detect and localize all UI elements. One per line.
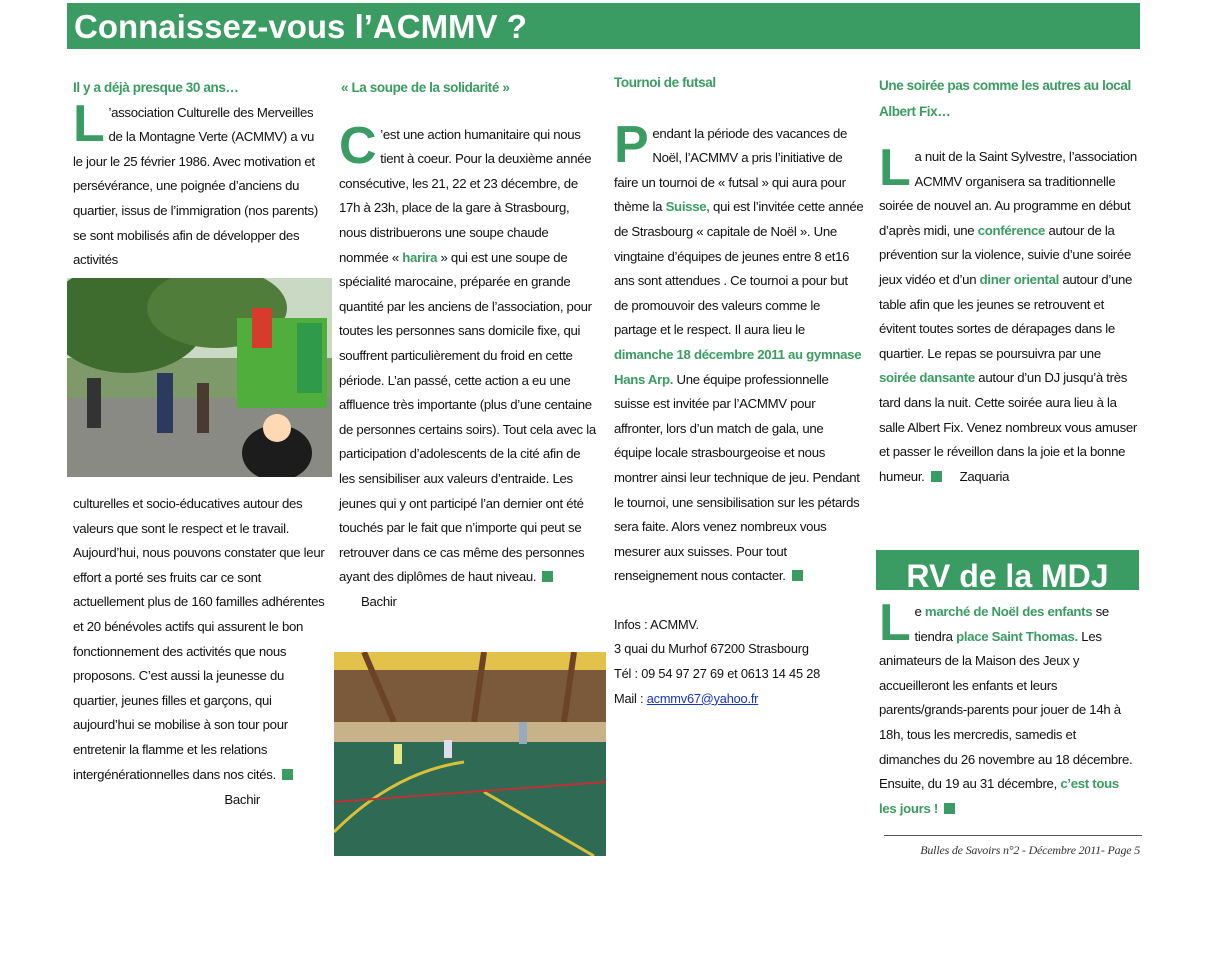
photo-festival [67, 278, 332, 477]
festival-photo-image [67, 278, 332, 477]
new-year-text: La nuit de la Saint Sylvestre, l’association ACMMV organisera sa traditionnelle soirée de nouvel an. Au programme en début d’après midi, une conférence autour de la prévention sur la violence, suivie d’une soirée jeux vidéo et d’un diner oriental autour d’une table afin que les jeunes se retrouvent et évitent toutes sortes de dérapages dans le quartier. Le repas se poursuivra par une soirée dansante autour d’un DJ jusqu’à très tard dans la nuit. Cette soirée aura lieu à la salle Albert Fix. Venez nombreux vous amuser et passer le réveillon dans la joie et la bonne humeur. Zaquaria [879, 139, 1138, 484]
end-square-icon [282, 769, 293, 780]
photo-gymnasium [334, 652, 606, 856]
column-rv [879, 594, 1137, 821]
column-history [73, 76, 326, 273]
info-tel: Tél : 09 54 97 27 69 et 0613 14 45 28 [614, 666, 821, 682]
column-history-continued [73, 492, 326, 813]
info-title: Infos : ACMMV. [614, 616, 699, 632]
page-title: Connaissez-vous l’ACMMV ? [74, 8, 527, 45]
footer-rule [884, 835, 1142, 836]
dropcap: L [879, 139, 911, 197]
info-address: 3 quai du Murhof 67200 Strasbourg [614, 641, 809, 657]
futsal-text: Pendant la période des vacances de Noël, l’ACMMV a pris l’initiative de faire un tournoi de « futsal » qui aura pour thème la Suisse, qui est l’invitée cette année de Strasbourg « capitale de Noël ». Une vingtaine d’équipes de jeunes entre 8 et16 ans sont attendues . Ce tournoi a pour but de promouvoir des valeurs comme le partage et le respect. Il aura lieu le dimanche 18 décembre 2011 au gymnase Hans Arp. Une équipe professionnelle suisse est invitée par l’ACMMV pour affronter, lors d’un match de gala, une équipe locale strasbourgeoise et nous montrer ainsi leur technique de jeu. Pendant le tournoi, une sensibilisation sur les pétards sera faite. Alors venez nombreux vous mesurer aux suisses. Pour tout renseignement nous contacter. [614, 115, 864, 584]
dropcap: P [614, 115, 649, 174]
gym-photo-image [334, 652, 606, 856]
soup-heading: « La soupe de la solidarité » [341, 80, 510, 95]
history-author: Bachir [224, 792, 260, 808]
end-square-icon [792, 570, 803, 581]
highlight-conference: conférence [977, 222, 1046, 238]
column-futsal [614, 71, 864, 711]
email-link[interactable]: acmmv67@yahoo.fr [646, 690, 759, 706]
info-mail-line: Mail : acmmv67@yahoo.fr [614, 690, 759, 706]
highlight-suisse: Suisse, [665, 199, 710, 215]
rv-title: RV de la MDJ [906, 558, 1109, 594]
dropcap: L [73, 94, 105, 153]
dropcap: L [879, 594, 911, 652]
highlight-soiree: soirée dansante [879, 370, 975, 386]
history-continued: culturelles et socio-éducatives autour des valeurs que sont le respect et le travail. Aujourd’hui, nous pouvons constater que leur effort a porté ses fruits car ce sont actuellement plus de 160 familles adhérentes et 20 bénévoles actifs qui assurent le bon fonctionnement des activités que nous proposons. C’est aussi la jeunesse du quartier, jeunes filles et garçons, qui aujourd’hui se mobilise à son tour pour entretenir la flamme et les relations intergénérationnelles dans nos cités. [73, 496, 325, 782]
soup-author: Bachir [361, 593, 397, 609]
rv-banner [873, 547, 1142, 593]
new-year-heading: Une soirée pas comme les autres au local Albert Fix… [879, 78, 1131, 119]
column-soup [339, 76, 597, 614]
highlight-tous-les-jours: c’est tous les jours ! [879, 776, 1119, 816]
new-year-author: Zaquaria [959, 468, 1010, 484]
rv-text: Le marché de Noël des enfants se tiendra place Saint Thomas. Les animateurs de la Maison des Jeux y accueilleront les enfants et leurs parents/grands-parents pour jouer de 14h à 18h, tous les mercredis, samedis et dimanches du 26 novembre au 18 décembre. Ensuite, du 19 au 31 décembre, c’est tous les jours ! [879, 594, 1133, 816]
end-square-icon [542, 571, 553, 582]
end-square-icon [931, 471, 942, 482]
soup-text: C ’est une action humanitaire qui nous tient à coeur. Pour la deuxième année consécutive, les 21, 22 et 23 décembre, de 17h à 23h, place de la gare à Strasbourg, nous distribuerons une soupe chaude nommée « harira » qui est une soupe de spécialité marocaine, préparée en grande quantité par les anciens de l’association, pour toutes les personnes sans domicile fixe, qui souffrent particulièrement du froid en cette période. L’an passé, cette action a eu une affluence très importante (plus d’une centaine de personnes certains soirs). Tout cela avec la participation d’adolescents de la cité afin de les sensibiliser aux valeurs d’entraide. Les jeunes qui y ont participé l’an dernier ont été touchés par le fait que n’importe qui peut se retrouver dans ce cas même des personnes ayant des diplômes de haut niveau.Bachir [339, 116, 596, 609]
highlight-marche: marché de Noël des enfants [924, 604, 1093, 619]
highlight-place: place Saint Thomas. [956, 628, 1078, 644]
contact-info [614, 613, 864, 711]
column-new-year [879, 73, 1137, 489]
page-title-banner [67, 3, 1140, 49]
history-intro: L ’association Culturelle des Merveilles de la Montagne Verte (ACMMV) a vu le jour le 25 février 1986. Avec motivation et persévérance, une poignée d’anciens du quartier, issus de l’immigration (nos parents) se sont mobilisés afin de développer des activités [73, 94, 318, 268]
dropcap: C [339, 116, 377, 175]
history-heading: Il y a déjà presque 30 ans… [73, 80, 239, 95]
page-footer: Bulles de Savoirs n°2 - Décembre 2011- Page 5 [920, 843, 1140, 857]
futsal-heading: Tournoi de futsal [614, 75, 716, 90]
highlight-date: dimanche 18 décembre 2011 au gymnase Hans Arp. [614, 346, 862, 387]
highlight-harira: harira [402, 249, 438, 265]
highlight-diner: diner oriental [979, 271, 1059, 287]
end-square-icon [944, 803, 955, 814]
